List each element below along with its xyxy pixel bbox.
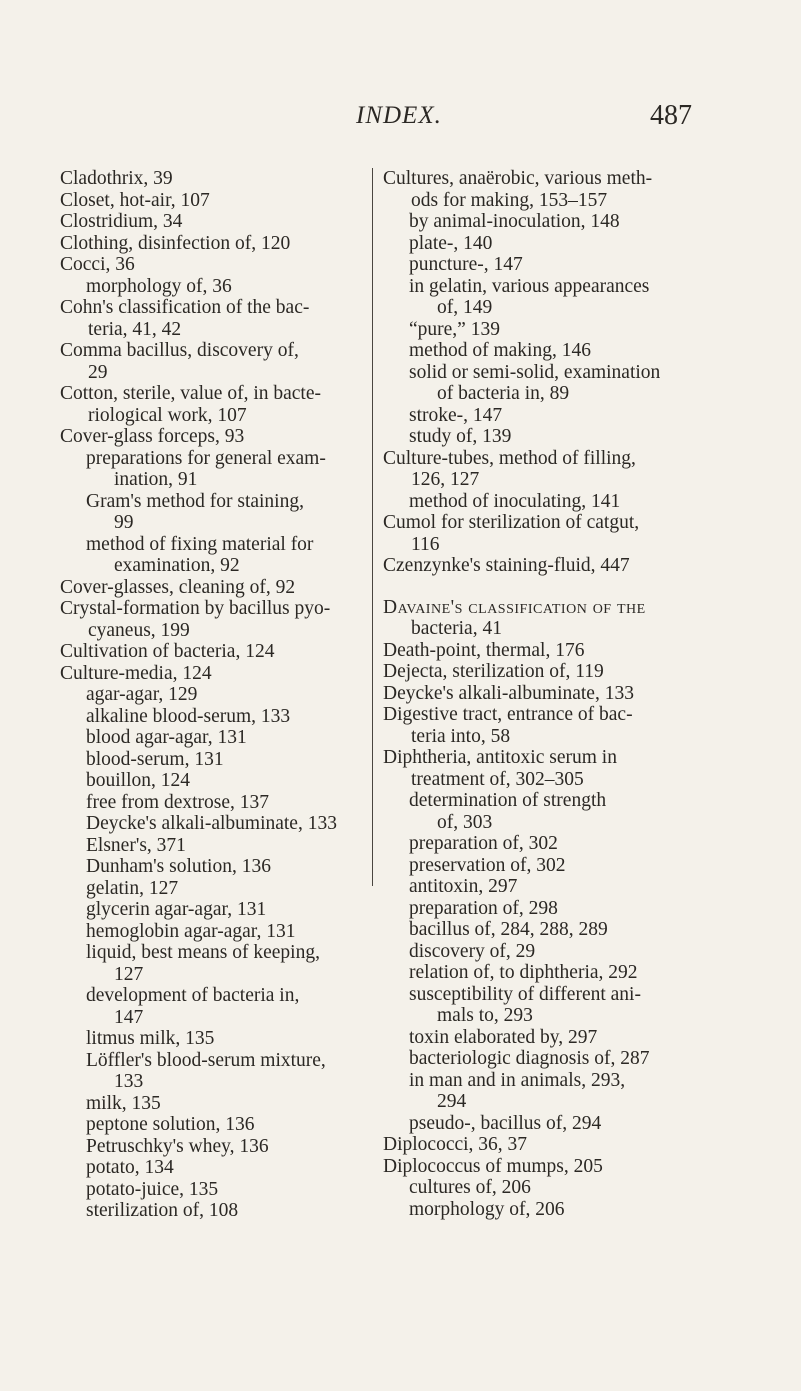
index-entry: Comma bacillus, discovery of, [60, 340, 299, 361]
index-subentry: potato, 134 [86, 1157, 174, 1178]
index-subentry: morphology of, 206 [409, 1198, 565, 1220]
index-subentry: in man and in animals, 293, [409, 1069, 626, 1091]
index-entry: Clothing, disinfection of, 120 [60, 232, 291, 254]
index-continuation: 147 [114, 1006, 144, 1028]
index-continuation: bacteria, 41 [411, 618, 502, 639]
index-entry: Cover-glasses, cleaning of, 92 [60, 576, 296, 598]
index-continuation: 133 [114, 1071, 144, 1092]
index-subentry: Gram's method for staining, [86, 490, 304, 512]
index-continuation: teria into, 58 [411, 725, 511, 747]
index-subentry: solid or semi-solid, examination [409, 361, 661, 383]
page-number: 487 [650, 100, 692, 131]
index-entry: Diphtheria, antitoxic serum in [383, 747, 617, 768]
column-divider [372, 168, 373, 886]
index-subentry: Elsner's, 371 [86, 834, 186, 856]
index-continuation: 99 [114, 512, 134, 533]
index-subentry: relation of, to diphtheria, 292 [409, 962, 638, 983]
index-continuation: 294 [437, 1091, 467, 1112]
index-subentry: discovery of, 29 [409, 940, 536, 962]
index-continuation: mals to, 293 [437, 1005, 533, 1026]
index-subentry: method of making, 146 [409, 340, 591, 361]
index-subentry: puncture-, 147 [409, 254, 523, 275]
index-subentry: method of fixing material for [86, 533, 314, 555]
index-subentry: peptone solution, 136 [86, 1114, 255, 1135]
index-continuation: of, 149 [437, 297, 493, 318]
index-subentry: bacillus of, 284, 288, 289 [409, 919, 608, 940]
index-continuation: 126, 127 [411, 469, 480, 490]
index-entry: Cumol for sterilization of catgut, [383, 512, 640, 533]
index-subentry: Petruschky's whey, 136 [86, 1135, 269, 1157]
index-subentry: agar-agar, 129 [86, 684, 198, 705]
index-subentry: Löffler's blood-serum mixture, [86, 1049, 326, 1071]
index-subentry: stroke-, 147 [409, 404, 503, 426]
index-subentry: antitoxin, 297 [409, 876, 518, 897]
index-subentry: glycerin agar-agar, 131 [86, 899, 267, 920]
index-continuation: 127 [114, 963, 144, 985]
index-continuation: 116 [411, 533, 440, 555]
index-subentry: toxin elaborated by, 297 [409, 1026, 598, 1048]
index-subentry: sterilization of, 108 [86, 1200, 239, 1221]
index-subentry: free from dextrose, 137 [86, 791, 270, 813]
index-subentry: liquid, best means of keeping, [86, 942, 320, 963]
index-entry: Death-point, thermal, 176 [383, 639, 585, 661]
index-subentry: preparations for general exam- [86, 447, 326, 469]
index-subentry: bouillon, 124 [86, 770, 191, 791]
index-continuation: 29 [88, 361, 108, 383]
index-subentry: determination of strength [409, 790, 607, 811]
index-continuation: cyaneus, 199 [88, 619, 190, 641]
index-entry: Cotton, sterile, value of, in bacte- [60, 383, 322, 404]
index-entry: Deycke's alkali-albuminate, 133 [383, 682, 634, 704]
index-subentry: litmus milk, 135 [86, 1028, 215, 1049]
index-entry: Cultures, anaërobic, various meth- [383, 168, 653, 189]
index-entry: Dejecta, sterilization of, 119 [383, 661, 604, 682]
index-entry: Cultivation of bacteria, 124 [60, 641, 275, 662]
index-continuation: treatment of, 302–305 [411, 768, 584, 790]
index-continuation: riological work, 107 [88, 404, 247, 426]
index-subentry: preservation of, 302 [409, 854, 566, 876]
index-subentry: preparation of, 302 [409, 833, 558, 854]
index-entry: Cocci, 36 [60, 254, 135, 275]
index-entry: Diplococcus of mumps, 205 [383, 1155, 603, 1177]
index-entry: Diplococci, 36, 37 [383, 1134, 528, 1155]
index-subentry: by animal-inoculation, 148 [409, 211, 620, 232]
index-subentry: morphology of, 36 [86, 275, 232, 297]
index-subentry: susceptibility of different ani- [409, 983, 641, 1005]
index-subentry: milk, 135 [86, 1092, 161, 1114]
index-subentry: bacteriologic diagnosis of, 287 [409, 1048, 650, 1069]
index-entry: Culture-media, 124 [60, 662, 212, 684]
index-subentry: Dunham's solution, 136 [86, 856, 271, 877]
index-entry: Digestive tract, entrance of bac- [383, 704, 633, 725]
index-subentry: alkaline blood-serum, 133 [86, 705, 291, 727]
index-subentry: cultures of, 206 [409, 1177, 531, 1198]
index-column-right [383, 168, 728, 1220]
index-entry: Cohn's classification of the bac- [60, 297, 310, 318]
index-subentry: gelatin, 127 [86, 877, 179, 899]
index-continuation: examination, 92 [114, 555, 240, 576]
index-entry: Crystal-formation by bacillus pyo- [60, 598, 331, 619]
page-title: INDEX. [356, 102, 442, 129]
index-subentry: preparation of, 298 [409, 897, 558, 919]
index-subentry: Deycke's alkali-albuminate, 133 [86, 813, 337, 834]
index-subentry: hemoglobin agar-agar, 131 [86, 920, 296, 942]
index-subentry: blood-serum, 131 [86, 748, 224, 770]
index-subentry: study of, 139 [409, 426, 512, 447]
letter-gap [383, 577, 728, 597]
index-column-left [60, 168, 370, 1222]
index-continuation: of bacteria in, 89 [437, 383, 570, 404]
index-entry: Cladothrix, 39 [60, 168, 173, 189]
index-continuation: ods for making, 153–157 [411, 189, 608, 211]
index-continuation: ination, 91 [114, 469, 198, 490]
index-subentry: plate-, 140 [409, 232, 493, 254]
index-entry: Clostridium, 34 [60, 211, 183, 232]
index-subentry: blood agar-agar, 131 [86, 727, 247, 748]
index-entry: Cover-glass forceps, 93 [60, 426, 245, 447]
index-subentry: in gelatin, various appearances [409, 275, 650, 297]
index-continuation: teria, 41, 42 [88, 318, 182, 340]
index-subentry: method of inoculating, 141 [409, 490, 621, 512]
index-entry: Davaine's classification of the [383, 596, 646, 618]
index-continuation: of, 303 [437, 811, 493, 833]
index-subentry: pseudo-, bacillus of, 294 [409, 1112, 602, 1134]
index-subentry: potato-juice, 135 [86, 1178, 219, 1200]
index-entry: Closet, hot-air, 107 [60, 189, 210, 211]
index-entry: Czenzynke's staining-fluid, 447 [383, 555, 630, 576]
index-subentry: development of bacteria in, [86, 985, 300, 1006]
index-subentry: “pure,” 139 [409, 318, 500, 340]
running-header [0, 100, 801, 140]
index-entry: Culture-tubes, method of filling, [383, 447, 636, 469]
